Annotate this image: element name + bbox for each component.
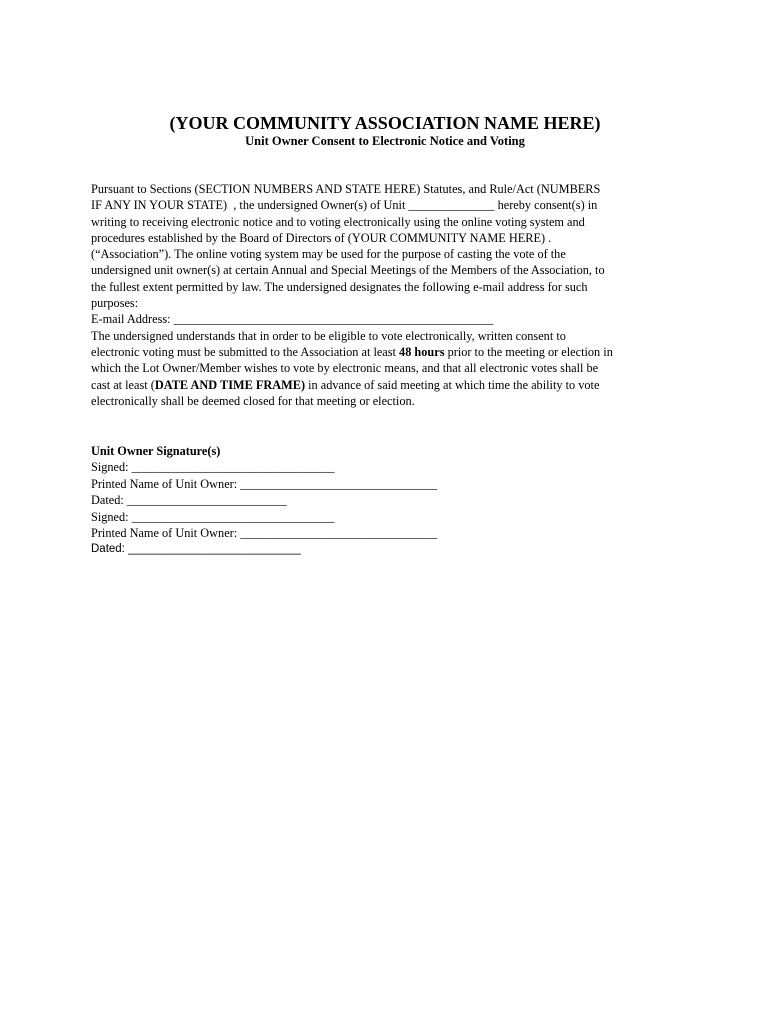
printed-name-field-1[interactable]: Printed Name of Unit Owner: ________________________________ [91,476,437,491]
consent-line: Pursuant to Sections (SECTION NUMBERS AND STATE HERE) Statutes, and Rule/Act (NUMBERS [91,182,601,196]
consent-line: purposes: [91,296,139,311]
document-title: (YOUR COMMUNITY ASSOCIATION NAME HERE) [169,113,601,133]
eligibility-line [91,377,691,393]
printed-name-field-2[interactable]: Printed Name of Unit Owner: ________________________________ [91,526,437,541]
consent-line: the fullest extent permitted by law. The undersigned designates the following e-mail address for such [91,279,588,294]
eligibility-line [91,344,691,360]
eligibility-text: in advance of said meeting at which time the ability to vote [305,377,600,392]
dated-field-1[interactable]: Dated: __________________________ [91,493,287,508]
consent-line: writing to receiving electronic notice and to voting electronically using the online voting system and [91,214,585,229]
hours-deadline: 48 hours [399,344,445,359]
dated-field-2[interactable]: Dated: ___________________________ [91,543,301,556]
signature-heading: Unit Owner Signature(s) [91,444,221,458]
eligibility-text: prior to the meeting or election in [444,344,613,359]
consent-line: procedures established by the Board of Directors of (YOUR COMMUNITY NAME HERE) . [91,230,552,245]
consent-line: undersigned unit owner(s) at certain Annual and Special Meetings of the Members of the Association, to [91,263,605,278]
eligibility-line: The undersigned understands that in order to be eligible to vote electronically, written consent to [91,328,566,343]
signature-section [91,443,691,558]
eligibility-line: which the Lot Owner/Member wishes to vote by electronic means, and that all electronic votes shall be [91,361,599,376]
consent-line: IF ANY IN YOUR STATE) , the undersigned Owner(s) of Unit ______________ hereby consent(s) in [91,198,598,213]
document-subtitle: Unit Owner Consent to Electronic Notice and Voting [245,134,525,148]
eligibility-text: electronic voting must be submitted to the Association at least [91,344,400,359]
consent-body [91,181,691,409]
consent-line: (“Association”). The online voting system may be used for the purpose of casting the vote of the [91,247,566,262]
eligibility-text: cast at least ( [91,377,155,392]
signed-field-1[interactable]: Signed: _________________________________ [91,460,335,475]
signed-field-2[interactable]: Signed: _________________________________ [91,509,335,524]
eligibility-line: electronically shall be deemed closed for that meeting or election. [91,393,415,408]
date-time-frame: DATE AND TIME FRAME) [154,377,306,392]
email-address-line: E-mail Address: ____________________________________________________ [91,312,494,327]
